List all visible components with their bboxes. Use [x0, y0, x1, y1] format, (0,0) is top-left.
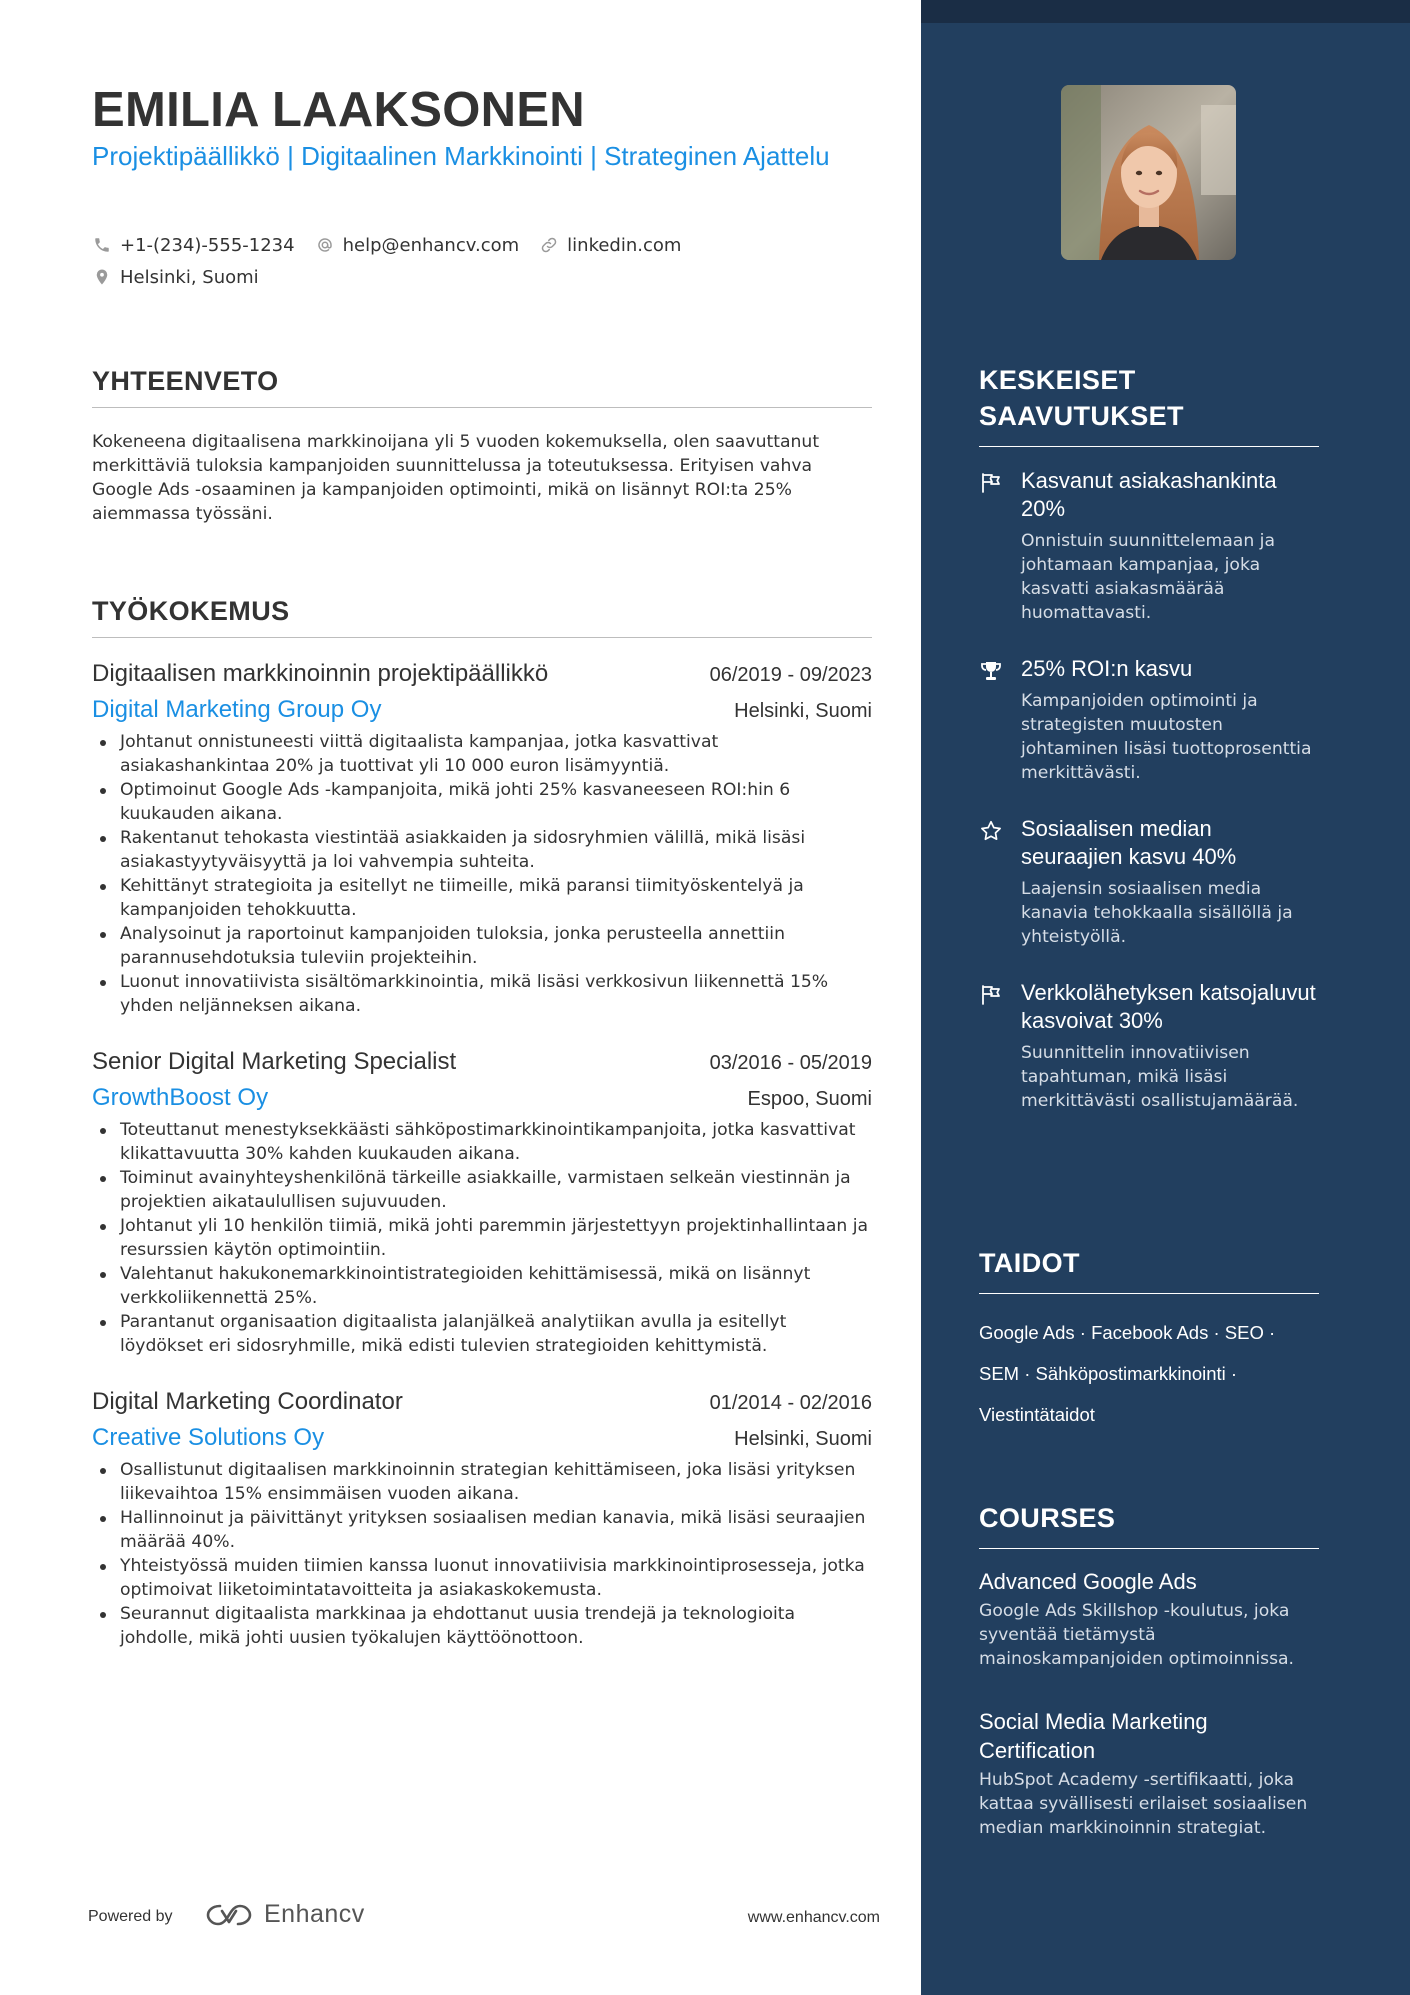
- bullet-item: Johtanut yli 10 henkilön tiimiä, mikä johti paremmin järjestettyyn projektinhallintaan ja resurssien käytön optimointiin.: [92, 1214, 872, 1262]
- job-dates: 06/2019 - 09/2023: [709, 664, 872, 686]
- course-item: [979, 1567, 1319, 1671]
- candidate-name: EMILIA LAAKSONEN: [92, 83, 585, 137]
- at-icon: [315, 235, 335, 255]
- skills-list: Google Ads · Facebook Ads · SEO · SEM · Sähköpostimarkkinointi · Viestintätaidot: [979, 1322, 1276, 1425]
- flag-icon: [979, 983, 1003, 1007]
- courses-section: [979, 1500, 1319, 1840]
- achievement-item: [979, 467, 1319, 625]
- achievement-title: Verkkolähetyksen katsojaluvut kasvoivat 30%: [1021, 980, 1316, 1033]
- job-title: Digital Marketing Coordinator: [92, 1388, 403, 1415]
- brand-name: Enhancv: [264, 1900, 365, 1928]
- summary-section: [92, 366, 872, 526]
- bullet-item: Rakentanut tehokasta viestintää asiakkaiden ja sidosryhmien välillä, mikä lisäsi asiakastyytyväisyyttä ja loi vahvempia suhteita.: [92, 826, 872, 874]
- email-text: help@enhancv.com: [342, 234, 520, 256]
- achievement-title: 25% ROI:n kasvu: [1021, 656, 1193, 681]
- job-title: Digitaalisen markkinoinnin projektipäällikkö: [92, 660, 549, 687]
- achievement-title: Sosiaalisen median seuraajien kasvu 40%: [1021, 816, 1237, 869]
- star-icon: [979, 819, 1003, 843]
- job-title: Senior Digital Marketing Specialist: [92, 1048, 457, 1075]
- trophy-icon: [979, 659, 1003, 683]
- linkedin-text: linkedin.com: [567, 234, 682, 256]
- achievement-desc: Laajensin sosiaalisen media kanavia tehokkaalla sisällöllä ja yhteistyöllä.: [1021, 879, 1293, 947]
- contact-linkedin[interactable]: [539, 235, 681, 256]
- profile-photo: [1061, 85, 1236, 260]
- enhancv-logo-icon: [206, 1902, 252, 1928]
- contact-phone[interactable]: [92, 235, 295, 256]
- achievement-desc: Onnistuin suunnittelemaan ja johtamaan kampanjaa, joka kasvatti asiakasmäärää huomattavasti.: [1021, 531, 1275, 623]
- job-entry: [92, 1388, 872, 1650]
- skills-section: [979, 1245, 1319, 1435]
- flag-icon: [979, 471, 1003, 495]
- course-title: Advanced Google Ads: [979, 1569, 1197, 1594]
- bullet-item: Kehittänyt strategioita ja esitellyt ne tiimeille, mikä paransi tiimityöskentelyä ja kampanjoiden tehokkuutta.: [92, 874, 872, 922]
- courses-title: COURSES: [979, 1500, 1319, 1549]
- achievement-item: [979, 815, 1319, 949]
- job-entry: [92, 1048, 872, 1358]
- job-bullets: [92, 1458, 872, 1650]
- sidebar: [921, 0, 1410, 1995]
- contact-location: [92, 267, 259, 288]
- bullet-item: Yhteistyössä muiden tiimien kanssa luonut innovatiivisia markkinointiprosesseja, jotka optimoivat liiketoimintatavoitteita ja asiakaskokemusta.: [92, 1554, 872, 1602]
- summary-text: Kokeneena digitaalisena markkinoijana yli 5 vuoden kokemuksella, olen saavuttanut merkittäviä tuloksia kampanjoiden suunnittelussa ja toteutuksessa. Erityisen vahva Google Ads -osaaminen ja kampanjoiden optimointi, mikä on lisännyt ROI:ta 25% aiemmassa työssäni.: [92, 432, 820, 524]
- location-pin-icon: [92, 267, 112, 287]
- skills-title: TAIDOT: [979, 1245, 1319, 1294]
- bullet-item: Hallinnoinut ja päivittänyt yrityksen sosiaalisen median kanavia, mikä lisäsi seuraajien määrää 40%.: [92, 1506, 872, 1554]
- experience-section: [92, 596, 872, 1650]
- company-name: Digital Marketing Group Oy: [92, 696, 382, 723]
- contact-email[interactable]: [315, 235, 520, 256]
- website-link[interactable]: www.enhancv.com: [747, 1909, 880, 1926]
- achievement-desc: Kampanjoiden optimointi ja strategisten muutosten johtaminen lisäsi tuottoprosenttia merkittävästi.: [1021, 691, 1312, 783]
- course-desc: Google Ads Skillshop -koulutus, joka syventää tietämystä mainoskampanjoiden optimoinnissa.: [979, 1601, 1295, 1669]
- bullet-item: Analysoinut ja raportoinut kampanjoiden tuloksia, jonka perusteella annettiin parannusehdotuksia tuleviin projekteihin.: [92, 922, 872, 970]
- company-name: Creative Solutions Oy: [92, 1424, 325, 1451]
- achievements-title: KESKEISET SAAVUTUKSET: [979, 362, 1319, 447]
- course-desc: HubSpot Academy -sertifikaatti, joka kattaa syvällisesti erilaiset sosiaalisen median markkinoinnin strategiat.: [979, 1770, 1308, 1838]
- bullet-item: Valehtanut hakukonemarkkinointistrategioiden kehittämisessä, mikä on lisännyt verkkoliikennettä 25%.: [92, 1262, 872, 1310]
- bullet-item: Toiminut avainyhteyshenkilönä tärkeille asiakkaille, varmistaen selkeän viestinnän ja projektien aikataulullisen sujuvuuden.: [92, 1166, 872, 1214]
- job-bullets: [92, 1118, 872, 1358]
- job-dates: 01/2014 - 02/2016: [709, 1392, 872, 1414]
- bullet-item: Optimoinut Google Ads -kampanjoita, mikä johti 25% kasvaneeseen ROI:hin 6 kuukauden aikana.: [92, 778, 872, 826]
- location-text: Helsinki, Suomi: [120, 266, 259, 288]
- job-location: Espoo, Suomi: [747, 1088, 872, 1110]
- sidebar-top-strip: [921, 0, 1410, 23]
- achievement-item: [979, 979, 1319, 1113]
- experience-title: TYÖKOKEMUS: [92, 596, 872, 638]
- phone-icon: [92, 235, 112, 255]
- bullet-item: Toteuttanut menestyksekkäästi sähköpostimarkkinointikampanjoita, jotka kasvattivat klikattavuutta 30% kahden kuukauden aikana.: [92, 1118, 872, 1166]
- course-item: [979, 1707, 1319, 1840]
- contact-info: [92, 229, 872, 293]
- job-location: Helsinki, Suomi: [734, 1428, 872, 1450]
- job-location: Helsinki, Suomi: [734, 700, 872, 722]
- bullet-item: Luonut innovatiivista sisältömarkkinointia, mikä lisäsi verkkosivun liikennettä 15% yhden neljänneksen aikana.: [92, 970, 872, 1018]
- achievement-desc: Suunnittelin innovatiivisen tapahtuman, mikä lisäsi merkittävästi osallistujamäärää.: [1021, 1043, 1299, 1111]
- bullet-item: Osallistunut digitaalisen markkinoinnin strategian kehittämiseen, joka lisäsi yrityksen liikevaihtoa 15% ensimmäisen vuoden aikana.: [92, 1458, 872, 1506]
- footer: [88, 1900, 880, 1940]
- company-name: GrowthBoost Oy: [92, 1084, 269, 1111]
- bullet-item: Johtanut onnistuneesti viittä digitaalista kampanjaa, jotka kasvattivat asiakashankintaa 20% ja tuottivat yli 10 000 euron lisämyyntiä.: [92, 730, 872, 778]
- enhancv-logo[interactable]: [206, 1900, 365, 1929]
- headline: Projektipäällikkö | Digitaalinen Markkinointi | Strateginen Ajattelu: [92, 141, 830, 171]
- achievement-item: [979, 655, 1319, 785]
- job-bullets: [92, 730, 872, 1018]
- job-entry: [92, 660, 872, 1018]
- summary-title: YHTEENVETO: [92, 366, 872, 408]
- achievements-section: [979, 362, 1319, 1113]
- bullet-item: Seurannut digitaalista markkinaa ja ehdottanut uusia trendejä ja teknologioita johdolle, mikä johti uusien työkalujen käyttöönottoon.: [92, 1602, 872, 1650]
- job-dates: 03/2016 - 05/2019: [709, 1052, 872, 1074]
- powered-by-text: Powered by: [88, 1908, 173, 1925]
- course-title: Social Media Marketing Certification: [979, 1709, 1208, 1763]
- link-icon: [539, 235, 559, 255]
- phone-text: +1-(234)-555-1234: [120, 234, 295, 256]
- bullet-item: Parantanut organisaation digitaalista jalanjälkeä analytiikan avulla ja esitellyt löydökset eri sidosryhmille, mikä edisti tulevien strategioiden kehittymistä.: [92, 1310, 872, 1358]
- achievement-title: Kasvanut asiakashankinta 20%: [1021, 468, 1277, 521]
